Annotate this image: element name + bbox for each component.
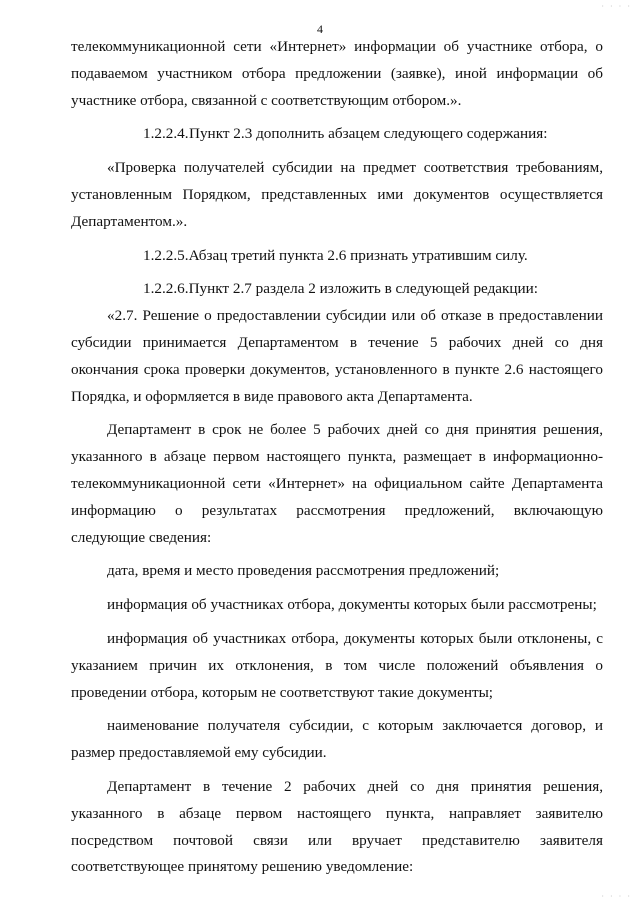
paragraph-item-1-2-2-5 [71,236,603,270]
scan-corner-mark-bottom: · · · · [601,892,632,901]
item-text: Абзац третий пункта 2.6 признать утратившим силу. [188,246,528,264]
item-number: 1.2.2.6. [143,280,189,298]
paragraph-continuation: телекоммуникационной сети «Интернет» информации об участнике отбора, о подаваемом участником отбора предложении (заявке), иной информации об участнике отбора, связанной с соответствующим отбором.». [71,38,603,109]
paragraph-clause-2-7: «2.7. Решение о предоставлении субсидии или об отказе в предоставлении субсидии принимается Департаментом в течение 5 рабочих дней со дня окончания срока проверки документов, установленного в пункте 2.6 настоящего Порядка, и оформляется в виде правового акта Департамента. [71,307,603,405]
paragraph-item-1-2-2-6 [71,269,603,303]
item-text: Пункт 2.3 дополнить абзацем следующего содержания: [189,125,548,143]
paragraph-list-item-rejected: информация об участниках отбора, документы которых были отклонены, с указанием причин их отклонения, в том числе положений объявления о проведении отбора, которым не соответствуют такие документы; [71,629,603,701]
paragraph-item-1-2-2-4 [71,114,603,148]
document-body [71,34,603,881]
item-number: 1.2.2.4. [143,125,189,143]
item-text: Пункт 2.7 раздела 2 изложить в следующей редакции: [188,280,539,298]
paragraph-list-item-recipient: наименование получателя субсидии, с которым заключается договор, и размер предоставляемой ему субсидии. [71,717,603,762]
paragraph-list-item-considered: информация об участниках отбора, документы которых были рассмотрены; [107,596,597,614]
scan-corner-mark-top: · · · · [601,2,632,11]
paragraph-list-item-date: дата, время и место проведения рассмотрения предложений; [107,562,500,580]
item-number: 1.2.2.5. [143,246,189,264]
paragraph-publication: Департамент в срок не более 5 рабочих дней со дня принятия решения, указанного в абзаце первом настоящего пункта, размещает в информационно-телекоммуникационной сети «Интернет» на официальном сайте Департамента информацию о результатах рассмотрения предложений, включающую следующие сведения: [71,421,603,546]
page-number: 4 [317,22,323,36]
paragraph-notification: Департамент в течение 2 рабочих дней со дня принятия решения, указанного в абзаце первом настоящего пункта, направляет заявителю посредством почтовой связи или вручает представителю заявителя соответствующее принятому решению уведомление: [71,777,603,876]
paragraph-quote-verification: «Проверка получателей субсидии на предмет соответствия требованиям, установленным Порядком, представленных ими документов осуществляется Департаментом.». [71,159,603,230]
